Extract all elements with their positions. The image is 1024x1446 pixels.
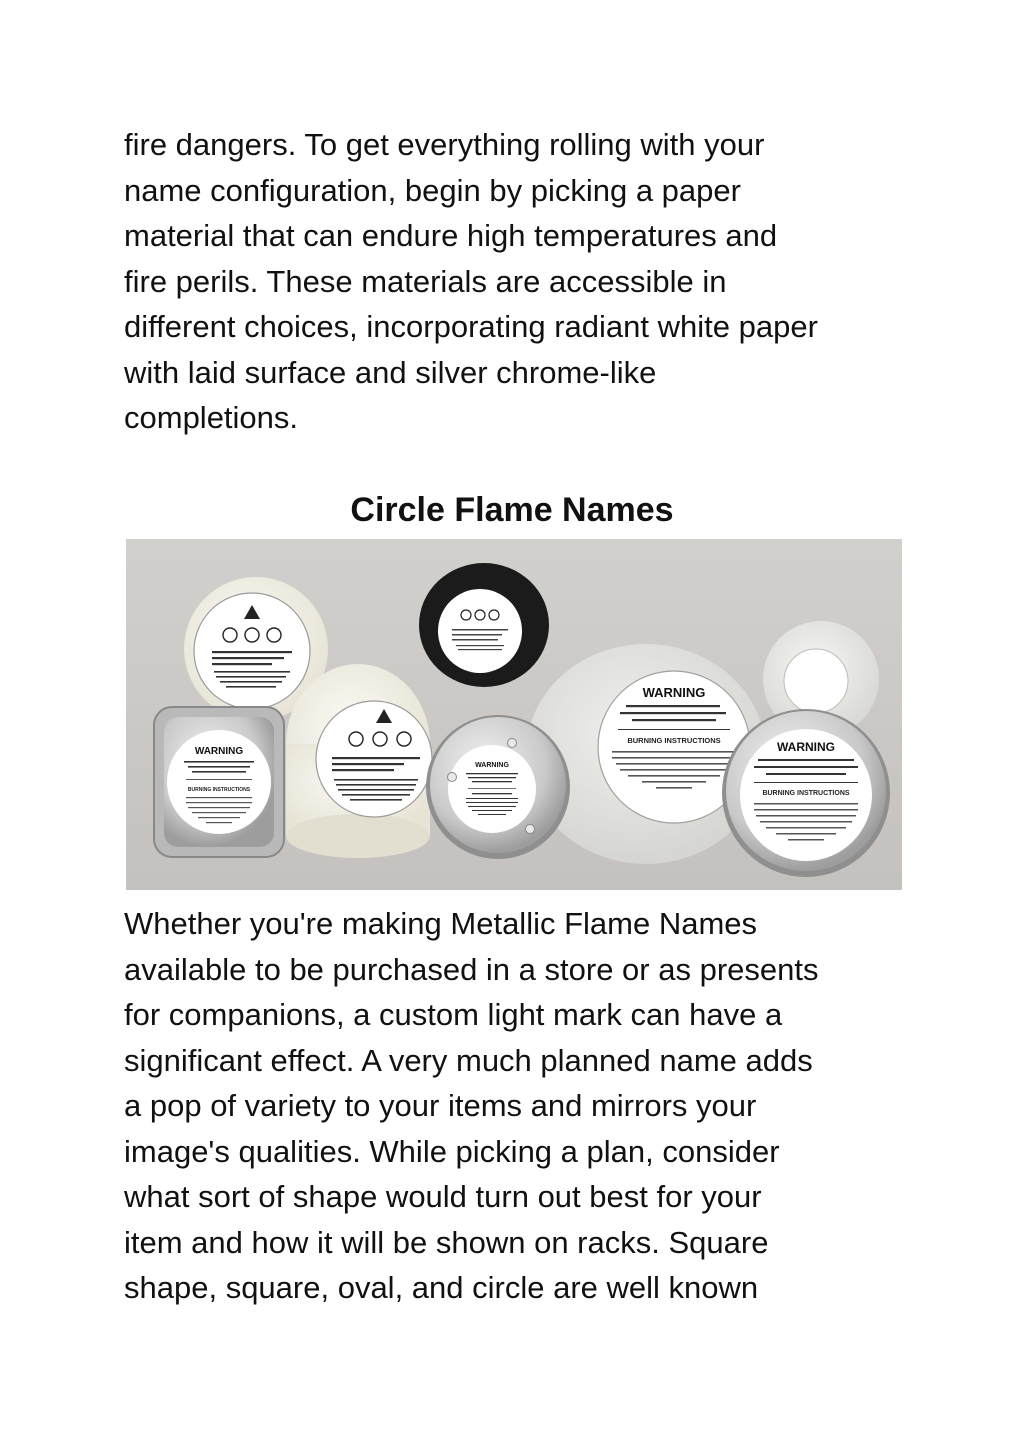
- paragraph-body: [124, 901, 924, 1311]
- paragraph-line: different choices, incorporating radiant white paper: [124, 309, 818, 344]
- paragraph-line: item and how it will be shown on racks. Square: [124, 1224, 769, 1260]
- burning-instructions-label: BURNING INSTRUCTIONS: [187, 787, 251, 793]
- warning-label: WARNING: [777, 740, 835, 754]
- paragraph-line: with laid surface and silver chrome-like: [124, 354, 657, 390]
- warning-label: WARNING: [194, 746, 244, 757]
- section-heading: Circle Flame Names: [350, 491, 674, 529]
- paragraph-line: name configuration, begin by picking a paper: [124, 172, 741, 208]
- paragraph-line: for companions, a custom light mark can have a: [124, 997, 783, 1032]
- warning-label: WARNING: [475, 762, 509, 769]
- paragraph-line: fire dangers. To get everything rolling with your: [124, 127, 765, 162]
- burning-instructions-label: BURNING INSTRUCTIONS: [762, 790, 850, 797]
- paragraph-line: completions.: [124, 400, 299, 435]
- paragraph-line: image's qualities. While picking a plan, consider: [124, 1133, 780, 1169]
- paragraph-intro: [124, 122, 924, 441]
- paragraph-line: significant effect. A very much planned name adds: [124, 1042, 813, 1078]
- paragraph-line: a pop of variety to your items and mirrors your: [124, 1088, 757, 1123]
- candle-tins-photo: [126, 539, 902, 890]
- paragraph-line: what sort of shape would turn out best for your: [124, 1179, 762, 1214]
- paragraph-line: shape, square, oval, and circle are well known: [124, 1270, 759, 1305]
- paragraph-line: material that can endure high temperatures and: [124, 218, 778, 253]
- warning-label: WARNING: [642, 685, 706, 700]
- paragraph-line: available to be purchased in a store or as presents: [124, 951, 819, 987]
- paragraph-line: Whether you're making Metallic Flame Names: [124, 906, 758, 941]
- paragraph-line: fire perils. These materials are accessible in: [124, 263, 727, 299]
- burning-instructions-label: BURNING INSTRUCTIONS: [627, 736, 721, 745]
